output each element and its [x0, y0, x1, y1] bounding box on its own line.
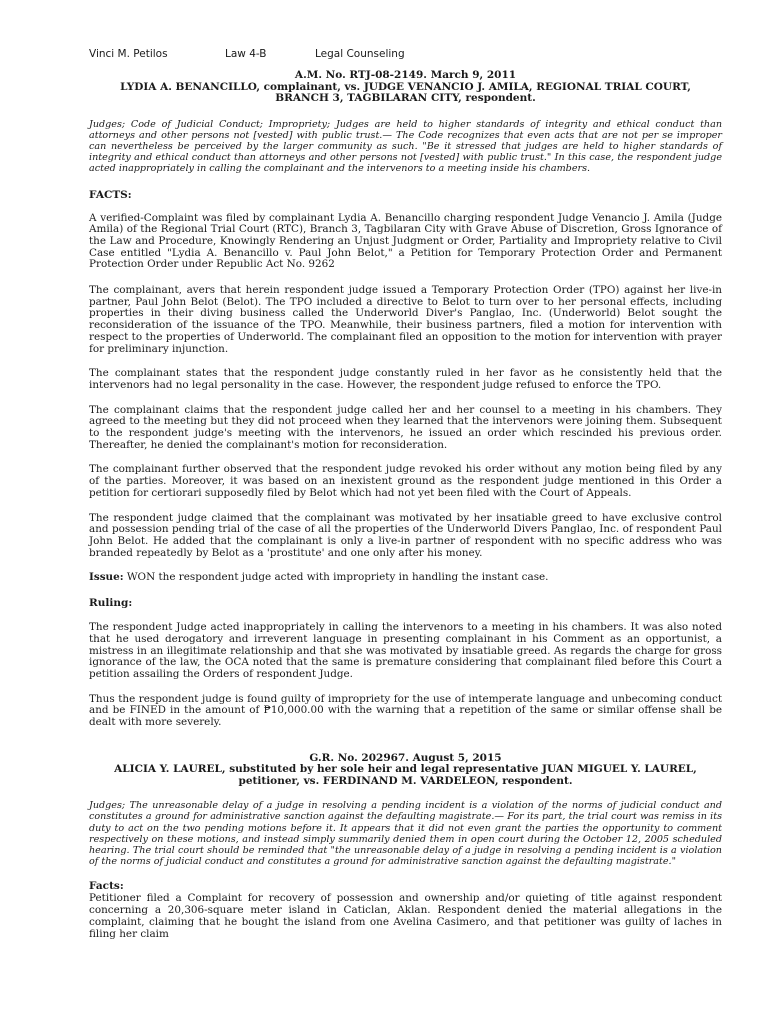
document-body: [89, 70, 722, 940]
case1-facts-paragraph: The respondent judge claimed that the complainant was motivated by her insatiable greed to have exclusive control and possession pending trial of the case of all the properties of the Underworld Divers Panglao, Inc. of respondent Paul John Belot. He added that the complainant is only a live-in partner of respondent with no specific address who was branded repeatedly by Belot as a 'prostitute' and one only after his money.: [89, 511, 722, 559]
case1-facts-paragraph: The complainant further observed that the respondent judge revoked his order without any motion being filed by any of the parties. Moreover, it was based on an inexistent ground as the respondent judge mentioned in this Order a petition for certiorari supposedly filed by Belot which had not yet been filed with the Court of Appeals.: [89, 463, 722, 499]
case2-facts-label: Facts:: [89, 880, 124, 893]
case1-facts-paragraph: The complainant claims that the respondent judge called her and her counsel to a meeting in his chambers. They agreed to the meeting but they did not proceed when they learned that the intervenors were joining them. Subsequent to the respondent judge's meeting with the intervenors, he issued an order which rescinded his previous order. Thereafter, he denied the complainant's motion for reconsideration.: [89, 403, 722, 451]
case2-parties: ALICIA Y. LAUREL, substituted by her sole heir and legal representative JUAN MIGUEL Y. LAUREL, petitioner, vs. FERDINAND M. VARDELEON, respondent.: [114, 763, 697, 787]
case1-facts-paragraph: A verified-Complaint was filed by complainant Lydia A. Benancillo charging respondent Judge Venancio J. Amila (Judge Amila) of the Regional Trial Court (RTC), Branch 3, Tagbilaran City with Grave Abuse of Discretion, Gross Ignorance of the Law and Procedure, Knowingly Rendering an Unjust Judgment or Order, Partiality and Impropriety relative to Civil Case entitled "Lydia A. Benancillo v. Paul John Belot," a Petition for Temporary Protection Order and Permanent Protection Order under Republic Act No. 9262: [89, 211, 722, 271]
case2-facts-paragraph: Petitioner filed a Complaint for recovery of possession and ownership and/or quieting of title against respondent concerning a 20,306-square meter island in Caticlan, Aklan. Respondent denied the material allegations in the complaint, claiming that he bought the island from one Avelina Casimero, and that petitioner was guilty of laches in filing her claim: [89, 892, 722, 940]
case1-facts-paragraph: The complainant states that the respondent judge constantly ruled in her favor as he consistently held that the intervenors had no legal personality in the case. However, the respondent judge refused to enforce the TPO.: [89, 367, 722, 391]
author-name: Vinci M. Petilos: [89, 48, 168, 60]
case1-ruling-paragraph: The respondent Judge acted inappropriately in calling the intervenors to a meeting in his chambers. It was also noted that he used derogatory and irreverent language in presenting complainant in his Comment as an opportunist, a mistress in an illegitimate relationship and that she was motivated by insatiable greed. As regards the charge for gross ignorance of the law, the OCA noted that the same is premature considering that complainant filed before this Court a petition assailing the Orders of respondent Judge.: [89, 621, 722, 680]
case1-ruling-label: Ruling:: [89, 597, 133, 610]
case1-issue-text: WON the respondent judge acted with impropriety in handling the instant case.: [123, 571, 549, 584]
case2-number: G.R. No. 202967. August 5, 2015: [309, 751, 502, 764]
case1-parties: LYDIA A. BENANCILLO, complainant, vs. JUDGE VENANCIO J. AMILA, REGIONAL TRIAL COURT, BRANCH 3, TAGBILARAN CITY, respondent.: [120, 80, 691, 104]
case1-facts-label: FACTS:: [89, 188, 132, 201]
case1-issue: [89, 572, 722, 584]
class-section: Law 4-B: [225, 48, 267, 60]
case1-facts-paragraph: The complainant, avers that herein respondent judge issued a Temporary Protection Order (TPO) against her live-in partner, Paul John Belot (Belot). The TPO included a directive to Belot to turn over to her personal effects, including properties in their diving business called the Underworld Diver's Panglao, Inc. (Underworld) Belot sought the reconsideration of the issuance of the TPO. Meanwhile, their business partners, filed a motion for intervention with respect to the properties of Underworld. The complainant filed an opposition to the motion for intervention with prayer for preliminary injunction.: [89, 284, 722, 355]
case1-ruling-paragraph: Thus the respondent judge is found guilty of impropriety for the use of intemperate language and unbecoming conduct and be FINED in the amount of ₱10,000.00 with the warning that a repetition of the same or similar offense shall be dealt with more severely.: [89, 692, 722, 729]
subject-name: Legal Counseling: [315, 48, 405, 60]
case1-syllabus: Judges; Code of Judicial Conduct; Impropriety; Judges are held to higher standards of integrity and ethical conduct than attorneys and other persons not [vested] with public trust.— The Code recognizes that even acts that are not per se improper can nevertheless be perceived by the larger community as such. "Be it stressed that judges are held to higher standards of integrity and ethical conduct than attorneys and other persons not [vested] with public trust." In this case, the respondent judge acted inappropriately in calling the complainant and the intervenors to a meeting inside his chambers.: [89, 118, 722, 175]
case1-number: A.M. No. RTJ-08-2149. March 9, 2011: [294, 69, 517, 81]
case2-syllabus: Judges; The unreasonable delay of a judge in resolving a pending incident is a violation of the norms of judicial conduct and constitutes a ground for administrative sanction against the defaulting magistrate.— For its part, the trial court was remiss in its duty to act on the two pending motions before it. It appears that it did not even grant the parties the opportunity to comment respectively on these motions, and instead simply summarily denied them in open court during the October 12, 2005 scheduled hearing. The trial court should be reminded that "the unreasonable delay of a judge in resolving a pending incident is a violation of the norms of judicial conduct and constitutes a ground for administrative sanction against the defaulting magistrate.": [89, 800, 722, 868]
case1-issue-label: Issue:: [89, 571, 124, 584]
